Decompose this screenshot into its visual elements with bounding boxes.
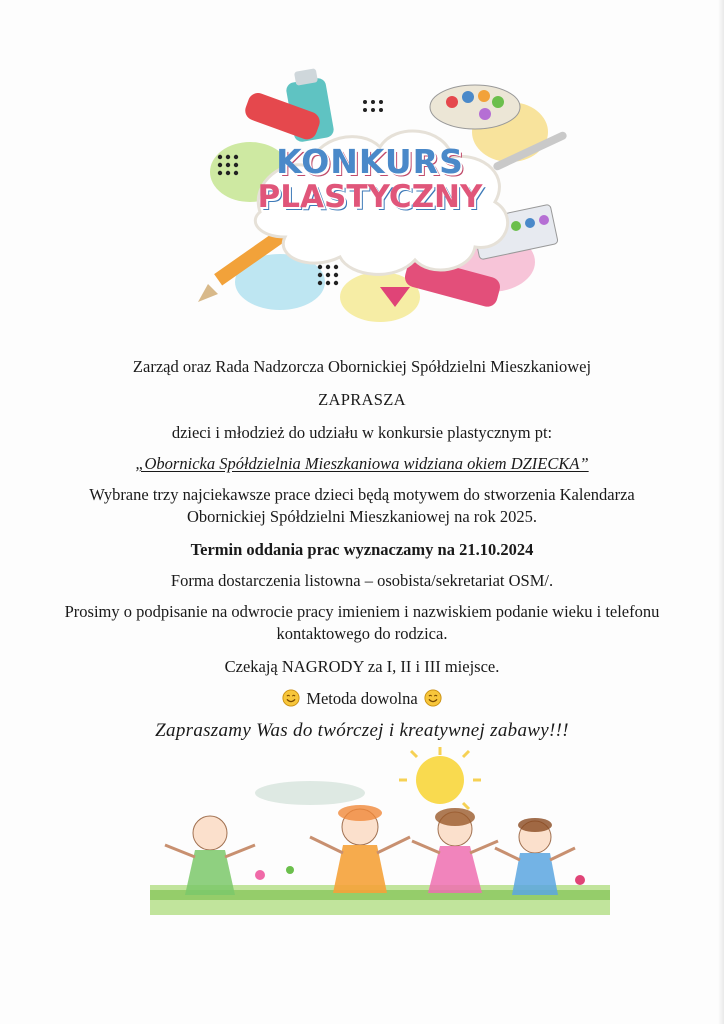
signature-request-text — [50, 601, 674, 645]
children-drawing-icon — [150, 745, 610, 925]
signature-request-line2: kontaktowego do rodzica. — [276, 624, 448, 643]
contest-theme: „Obornicka Spółdzielnia Mieszkaniowa widziana okiem DZIECKA” — [135, 454, 589, 473]
smiley-icon — [282, 689, 300, 707]
page-edge-shadow — [718, 0, 724, 1024]
method-text: Metoda dowolna — [306, 689, 418, 708]
title-line-konkurs: KONKURS — [276, 142, 464, 181]
selected-works-line1: Wybrane trzy najciekawsze prace dzieci będą motywem do stworzenia Kalendarza — [89, 485, 635, 504]
deadline-text: Termin oddania prac wyznaczamy na 21.10.2024 — [190, 540, 534, 559]
header-illustration — [190, 62, 570, 332]
flyer-content — [50, 356, 674, 742]
contest-title — [250, 142, 490, 215]
call-text: dzieci i młodzież do udziału w konkursie plastycznym pt: — [171, 423, 553, 442]
invite-text: ZAPRASZA — [318, 390, 406, 409]
organizers-text: Zarząd oraz Rada Nadzorcza Obornickiej Spółdzielni Mieszkaniowej — [132, 357, 592, 376]
children-drawing — [150, 745, 610, 925]
signature-request-line1: Prosimy o podpisanie na odwrocie pracy imieniem i nazwiskiem podanie wieku i telefonu — [64, 602, 660, 621]
method-line — [50, 688, 674, 710]
title-line-plastyczny: PLASTYCZNY — [257, 179, 483, 215]
closing-text: Zapraszamy Was do twórczej i kreatywnej zabawy!!! — [155, 720, 569, 741]
delivery-text: Forma dostarczenia listowna – osobista/sekretariat OSM/. — [170, 571, 554, 590]
prizes-text: Czekają NAGRODY za I, II i III miejsce. — [224, 657, 500, 676]
selected-works-line2: Obornickiej Spółdzielni Mieszkaniowej na rok 2025. — [186, 507, 538, 526]
selected-works-text — [50, 484, 674, 528]
smiley-icon — [424, 689, 442, 707]
